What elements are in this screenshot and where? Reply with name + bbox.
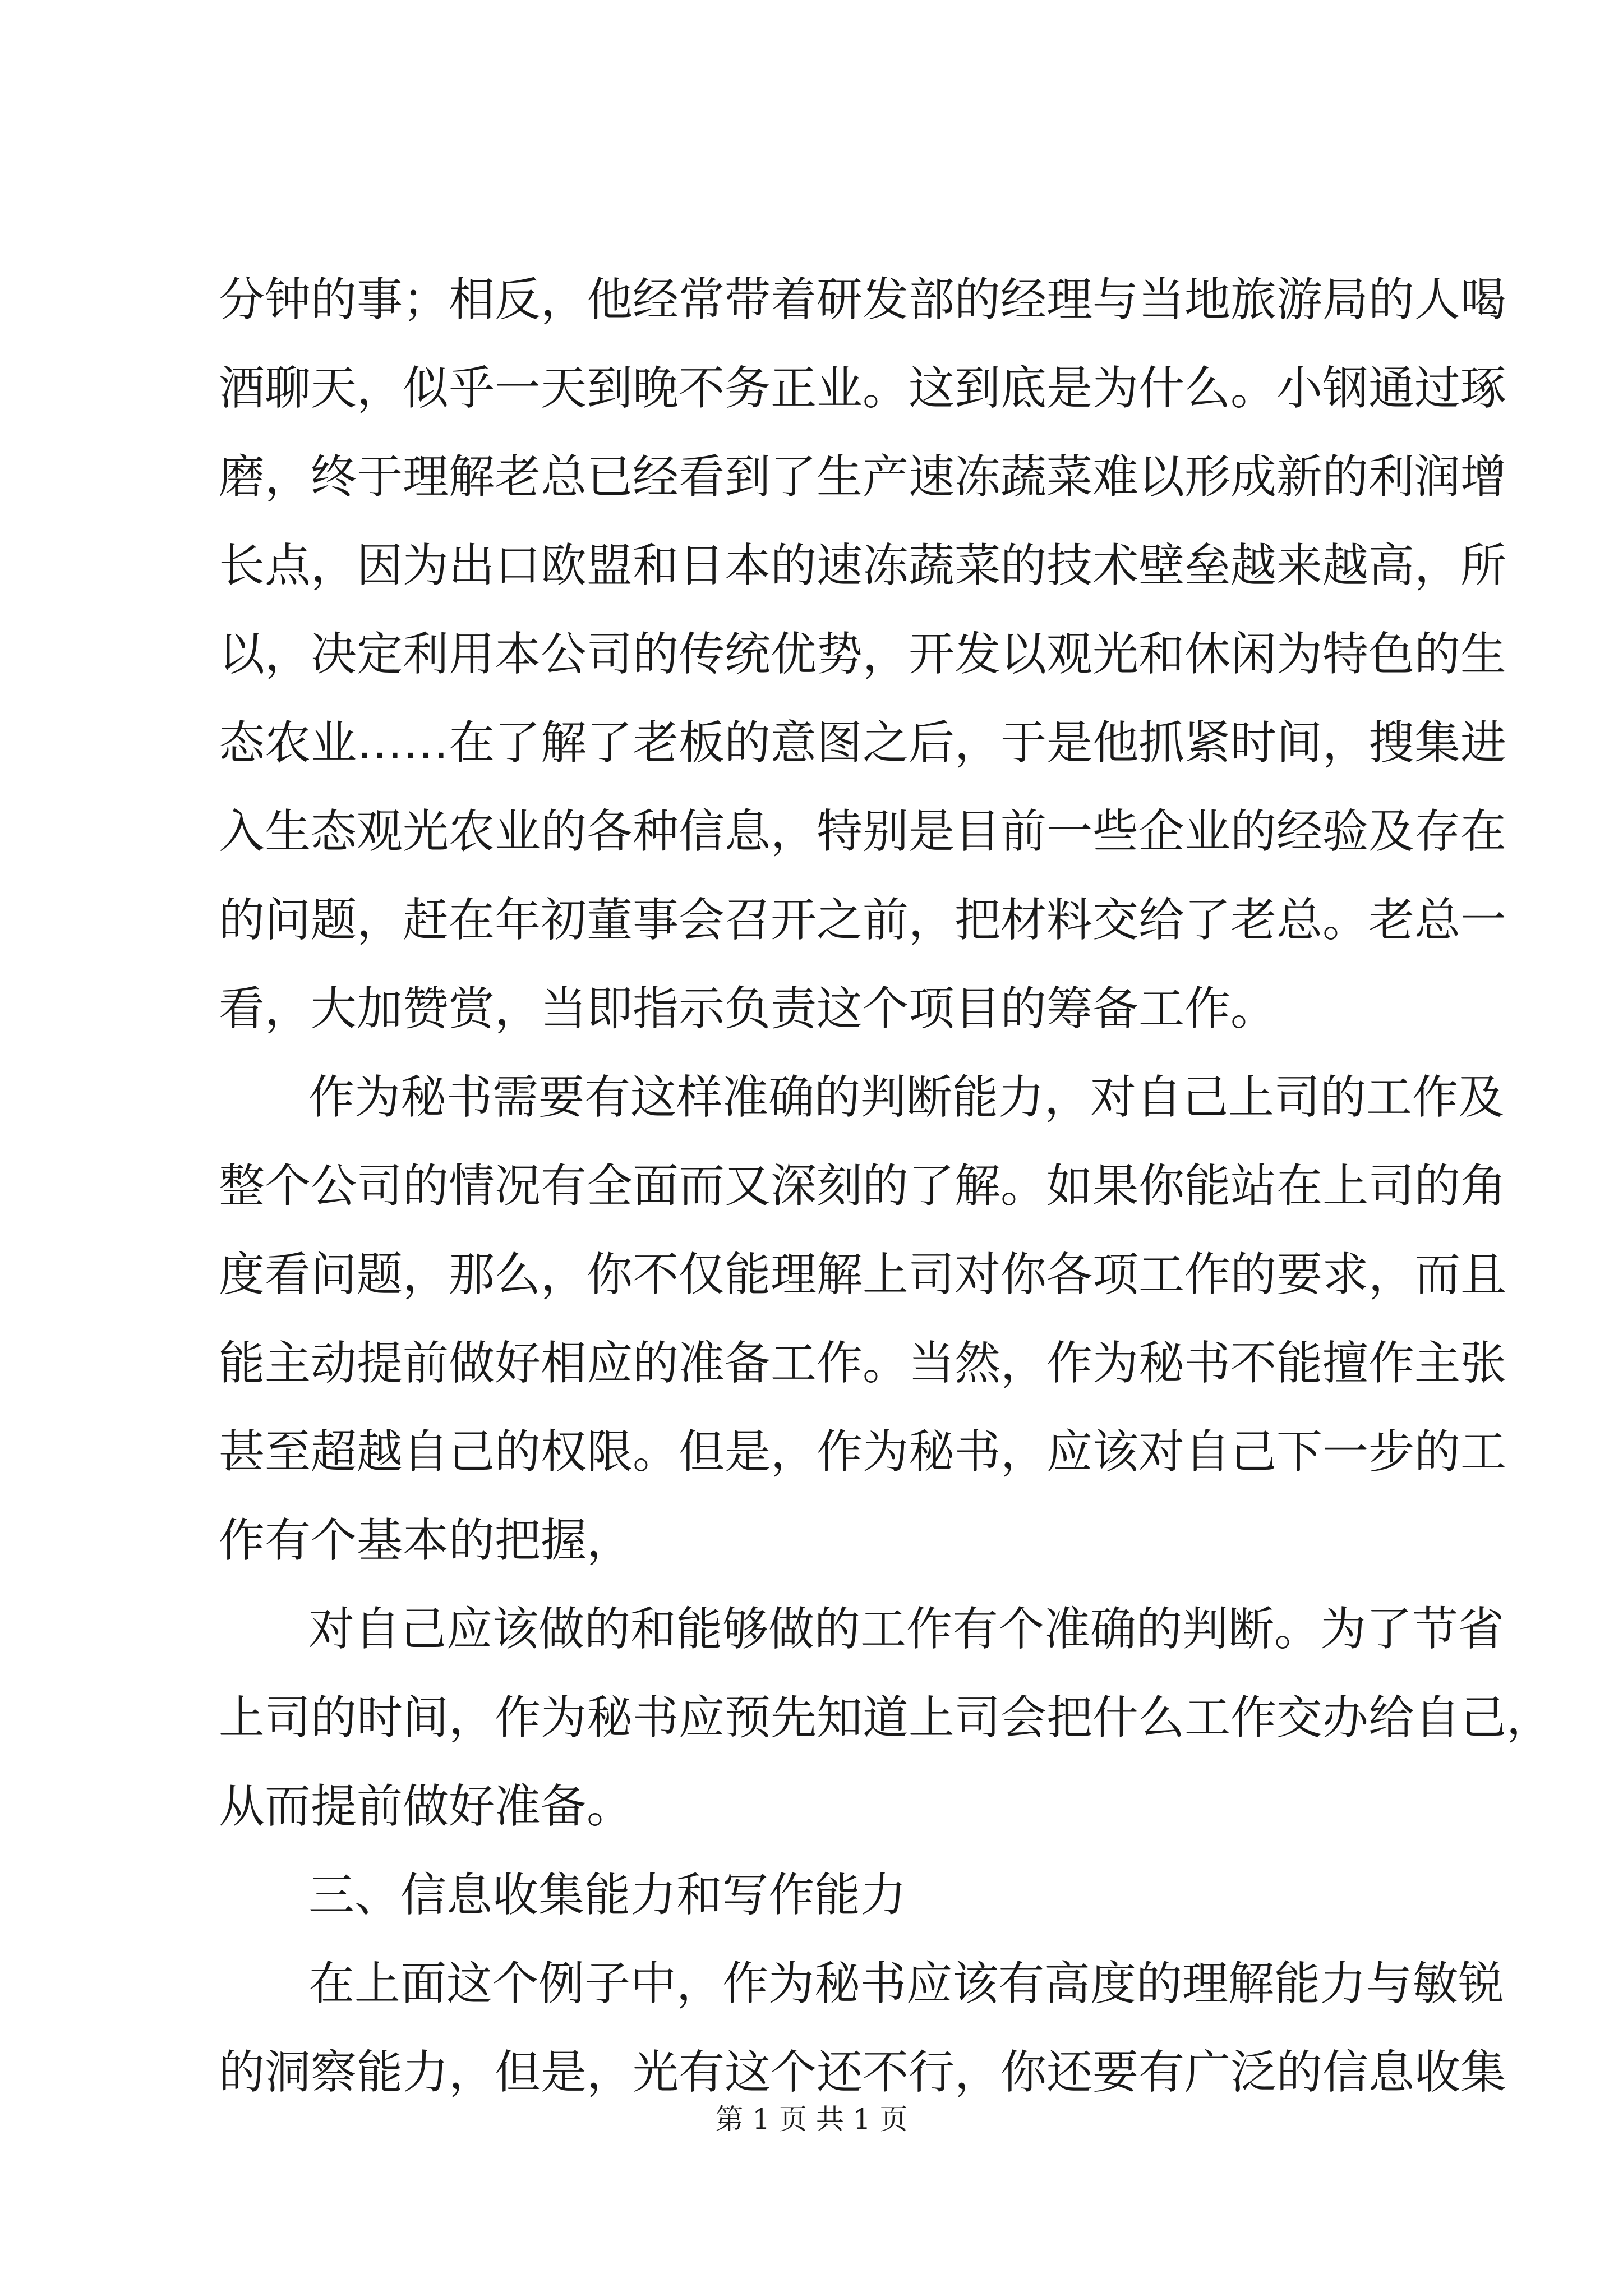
text-line: 的问题，赶在年初董事会召开之前，把材料交给了老总。老总一: [219, 894, 1507, 947]
text-line: 酒聊天，似乎一天到晚不务正业。这到底是为什么。小钢通过琢: [219, 362, 1507, 415]
section-heading: 三、信息收集能力和写作能力: [308, 1869, 907, 1922]
text-line: 以，决定利用本公司的传统优势，开发以观光和休闲为特色的生: [219, 628, 1507, 681]
text-line: 的洞察能力，但是，光有这个还不行，你还要有广泛的信息收集: [219, 2046, 1507, 2099]
text-line: 作为秘书需要有这样准确的判断能力，对自己上司的工作及: [308, 1071, 1505, 1124]
text-line: 入生态观光农业的各种信息，特别是目前一些企业的经验及存在: [219, 805, 1507, 858]
text-line: 对自己应该做的和能够做的工作有个准确的判断。为了节省: [308, 1603, 1505, 1656]
text-line: 态农业……在了解了老板的意图之后，于是他抓紧时间，搜集进: [219, 716, 1507, 770]
text-line: 从而提前做好准备。: [219, 1780, 633, 1833]
text-line: 看，大加赞赏，当即指示负责这个项目的筹备工作。: [219, 982, 1277, 1036]
text-line: 分钟的事；相反，他经常带着研发部的经理与当地旅游局的人喝: [219, 273, 1507, 326]
text-line: 上司的时间，作为秘书应预先知道上司会把什么工作交办给自己，: [219, 1691, 1553, 1745]
text-line: 作有个基本的把握，: [219, 1514, 633, 1567]
text-line: 磨，终于理解老总已经看到了生产速冻蔬菜难以形成新的利润增: [219, 450, 1507, 504]
text-line: 在上面这个例子中，作为秘书应该有高度的理解能力与敏锐: [308, 1957, 1505, 2010]
text-line: 度看问题，那么，你不仅能理解上司对你各项工作的要求，而且: [219, 1248, 1507, 1301]
text-line: 甚至超越自己的权限。但是，作为秘书，应该对自己下一步的工: [219, 1425, 1507, 1479]
page-footer: 第 1 页 共 1 页: [715, 2103, 908, 2136]
text-line: 能主动提前做好相应的准备工作。当然，作为秘书不能擅作主张: [219, 1337, 1507, 1390]
text-line: 长点，因为出口欧盟和日本的速冻蔬菜的技术壁垒越来越高，所: [219, 539, 1507, 592]
text-line: 整个公司的情况有全面而又深刻的了解。如果你能站在上司的角: [219, 1159, 1507, 1213]
